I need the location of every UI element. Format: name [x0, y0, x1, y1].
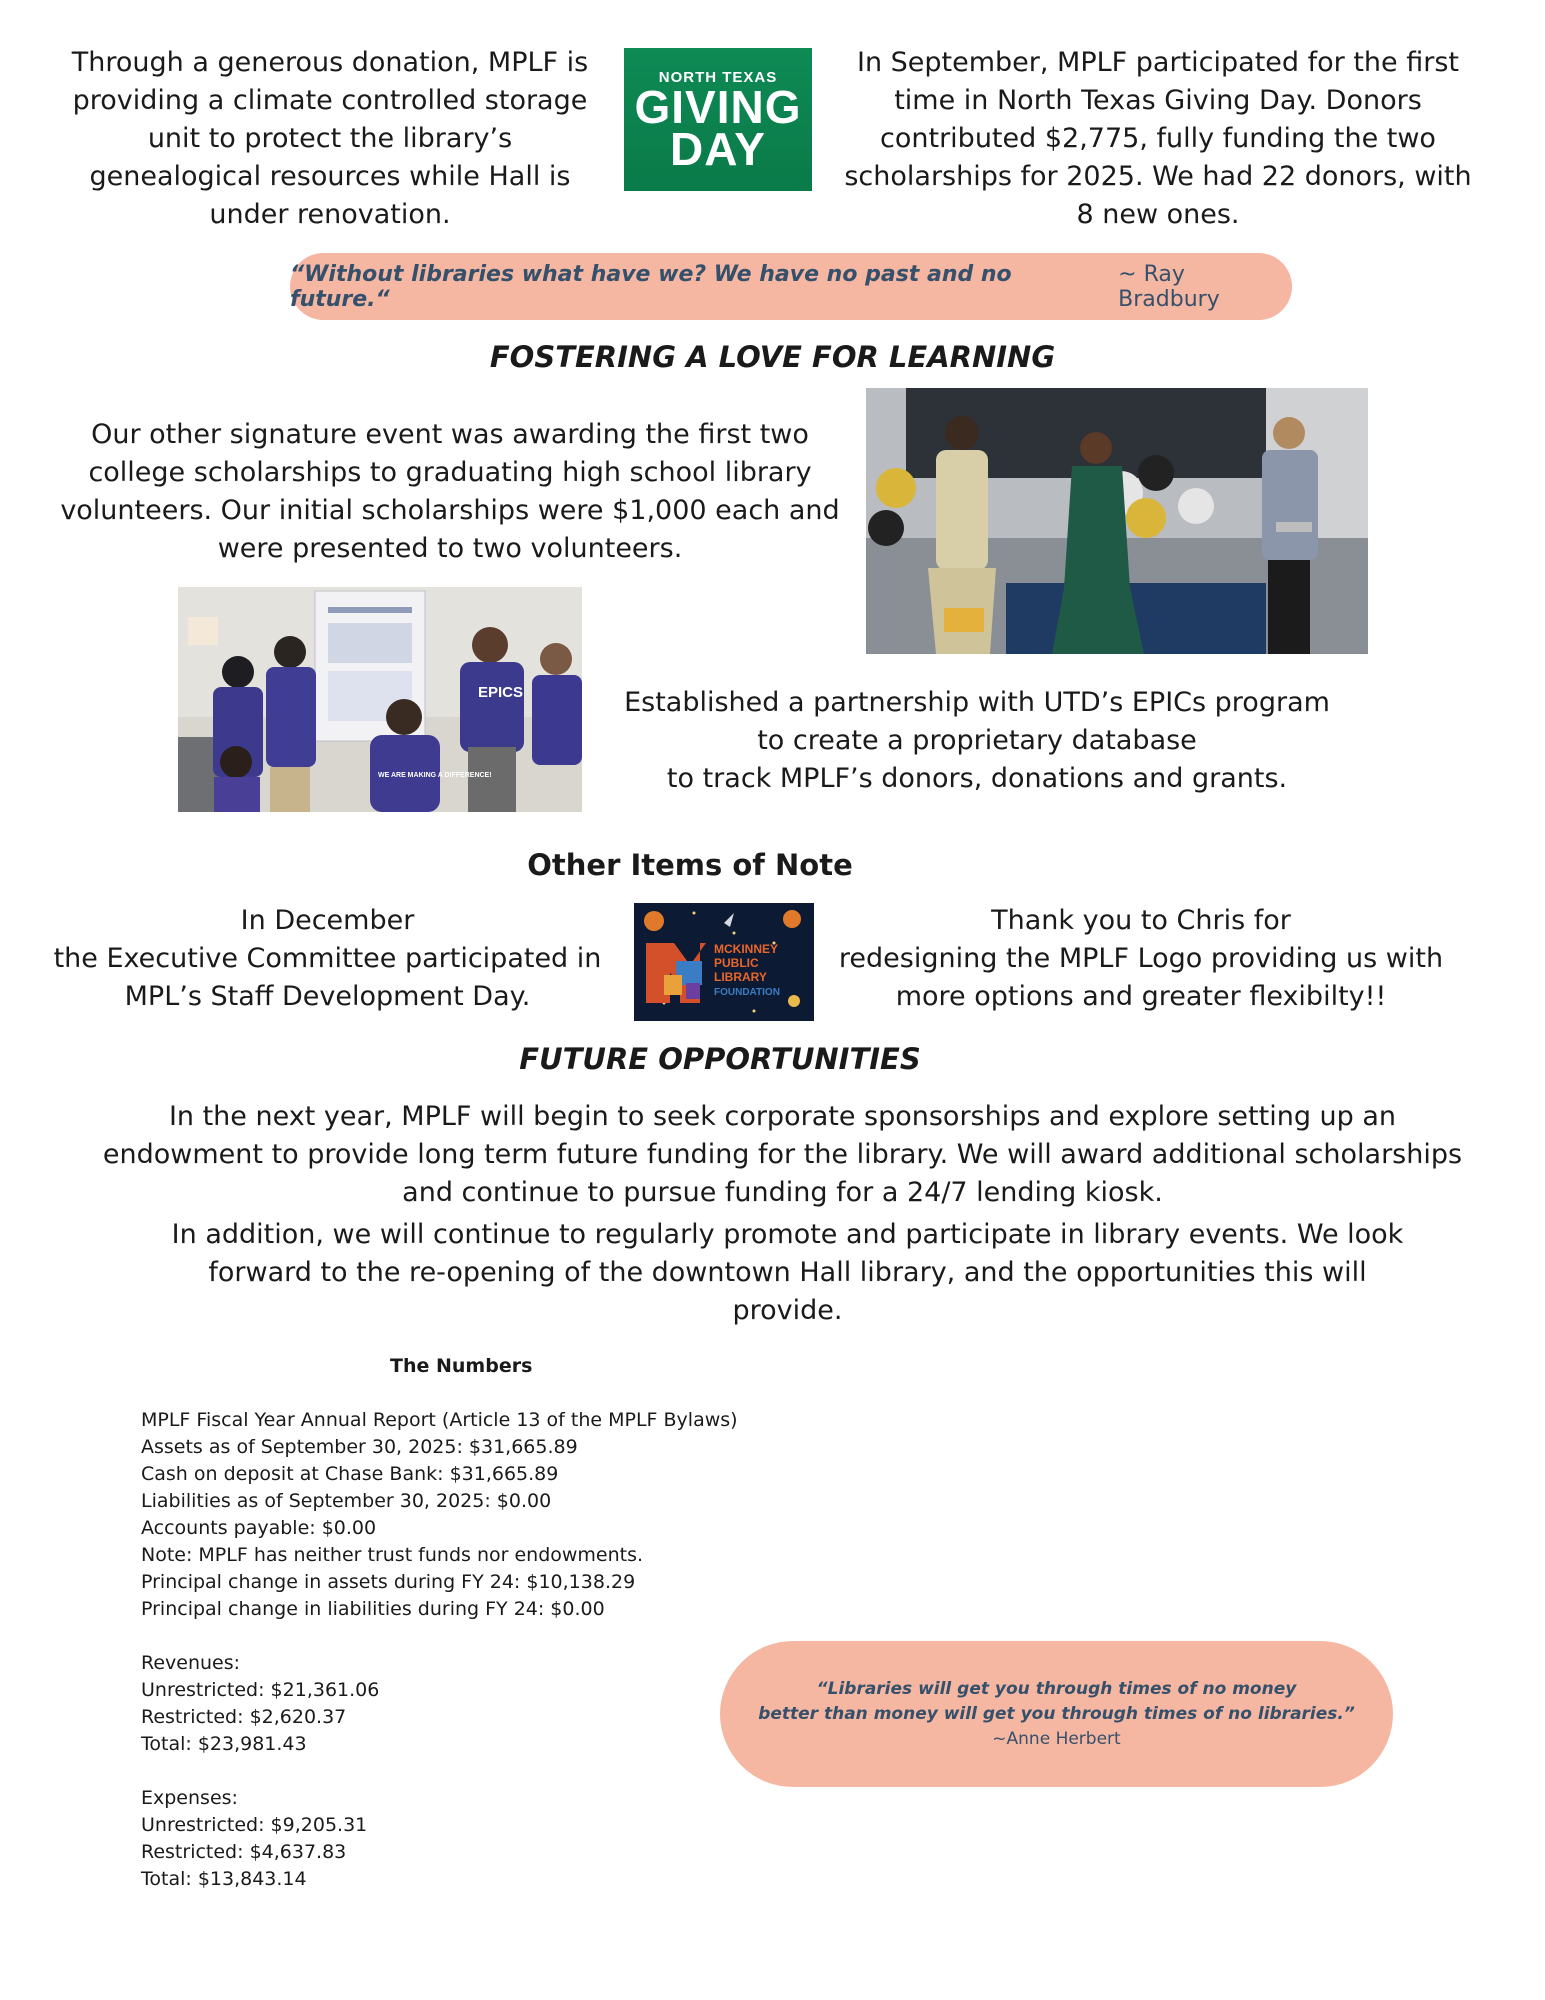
scholarship-photo: [866, 388, 1368, 654]
other-items-heading: Other Items of Note: [527, 848, 853, 882]
numbers-line: Restricted: $2,620.37: [141, 1706, 347, 1728]
numbers-spacer: [141, 1758, 841, 1785]
giving-day-logo-line1: NORTH TEXAS: [658, 69, 778, 86]
herbert-quote-line2: better than money will get you through times of no libraries.”: [758, 1703, 1355, 1724]
chris-line-1: Thank you to Chris for: [991, 905, 1291, 936]
giving-day-paragraph: In September, MPLF participated for the first time in North Texas Giving Day. Donors contributed $2,775, fully funding the two scholarships for 2025. We had 22 donors, with 8 new ones.: [844, 47, 1472, 230]
mplf-logo-line3: LIBRARY: [714, 970, 767, 984]
december-line-3: MPL’s Staff Development Day.: [124, 981, 531, 1012]
storage-unit-paragraph: Through a generous donation, MPLF is providing a climate controlled storage unit to protect the library’s genealogical resources while Hall is under renovation.: [71, 47, 589, 230]
bradbury-quote: [290, 253, 1292, 320]
giving-day-logo-line2: GIVING: [634, 81, 802, 133]
numbers-line: MPLF Fiscal Year Annual Report (Article 13 of the MPLF Bylaws): [141, 1409, 738, 1431]
epics-line-3: to track MPLF’s donors, donations and grants.: [666, 763, 1288, 794]
mplf-logo-line2: PUBLIC: [714, 956, 759, 970]
bradbury-quote-author: ~ Ray Bradbury: [1118, 261, 1220, 312]
december-paragraph: [40, 902, 615, 1016]
numbers-line: Note: MPLF has neither trust funds nor endowments.: [141, 1544, 644, 1566]
mplf-logo-line4: FOUNDATION: [714, 987, 780, 998]
fostering-heading: FOSTERING A LOVE FOR LEARNING: [489, 340, 1056, 374]
mplf-logo: [634, 903, 814, 1021]
numbers-list: [141, 1407, 841, 1893]
numbers-line: Total: $13,843.14: [141, 1868, 307, 1890]
epics-paragraph: [612, 684, 1342, 798]
epics-line-2: to create a proprietary database: [757, 725, 1197, 756]
numbers-line: Assets as of September 30, 2025: $31,665.89: [141, 1436, 578, 1458]
december-line-2: the Executive Committee participated in: [53, 943, 602, 974]
numbers-line: Expenses:: [141, 1787, 238, 1809]
numbers-title: The Numbers: [390, 1355, 533, 1377]
numbers-line: Unrestricted: $9,205.31: [141, 1814, 368, 1836]
herbert-quote-author: ~Anne Herbert: [992, 1728, 1121, 1749]
epics-shirt-text: EPICS: [478, 684, 524, 701]
epics-line-1: Established a partnership with UTD’s EPICs program: [624, 687, 1330, 718]
giving-day-logo: [624, 48, 812, 191]
giving-day-logo-line3: DAY: [670, 123, 766, 175]
herbert-quote-line1: “Libraries will get you through times of no money: [816, 1678, 1297, 1699]
future-paragraph-2: In addition, we will continue to regularly promote and participate in library events. We look forward to the re-opening of the downtown Hall library, and the opportunities this will provide.: [171, 1219, 1404, 1326]
epics-photo: [178, 587, 582, 812]
numbers-line: Principal change in liabilities during FY 24: $0.00: [141, 1598, 605, 1620]
future-heading: FUTURE OPPORTUNITIES: [519, 1042, 921, 1076]
numbers-line: Accounts payable: $0.00: [141, 1517, 377, 1539]
herbert-quote: [720, 1641, 1393, 1787]
chris-paragraph: [836, 902, 1446, 1016]
mplf-logo-line1: MCKINNEY: [714, 942, 779, 956]
scholarship-paragraph: Our other signature event was awarding the first two college scholarships to graduating high school library volunteers. Our initial scholarships were $1,000 each and were presented to two volunteers.: [60, 419, 840, 564]
numbers-spacer: [141, 1623, 841, 1650]
chris-line-3: more options and greater flexibilty!!: [895, 981, 1387, 1012]
epics-shirt-back-text: WE ARE MAKING A DIFFERENCE!: [378, 772, 492, 779]
bradbury-quote-text: “Without libraries what have we? We have no past and no future.“: [290, 261, 1012, 312]
future-paragraph-1: In the next year, MPLF will begin to seek corporate sponsorships and explore setting up an endowment to provide long term future funding for the library. We will award additional scholarships and continue to pursue funding for a 24/7 lending kiosk.: [102, 1101, 1463, 1208]
december-line-1: In December: [240, 905, 415, 936]
numbers-line: Total: $23,981.43: [141, 1733, 307, 1755]
numbers-line: Principal change in assets during FY 24: $10,138.29: [141, 1571, 636, 1593]
numbers-line: Liabilities as of September 30, 2025: $0.00: [141, 1490, 552, 1512]
chris-line-2: redesigning the MPLF Logo providing us with: [838, 943, 1444, 974]
numbers-line: Unrestricted: $21,361.06: [141, 1679, 380, 1701]
numbers-line: Cash on deposit at Chase Bank: $31,665.89: [141, 1463, 559, 1485]
numbers-line: Revenues:: [141, 1652, 241, 1674]
numbers-line: Restricted: $4,637.83: [141, 1841, 347, 1863]
